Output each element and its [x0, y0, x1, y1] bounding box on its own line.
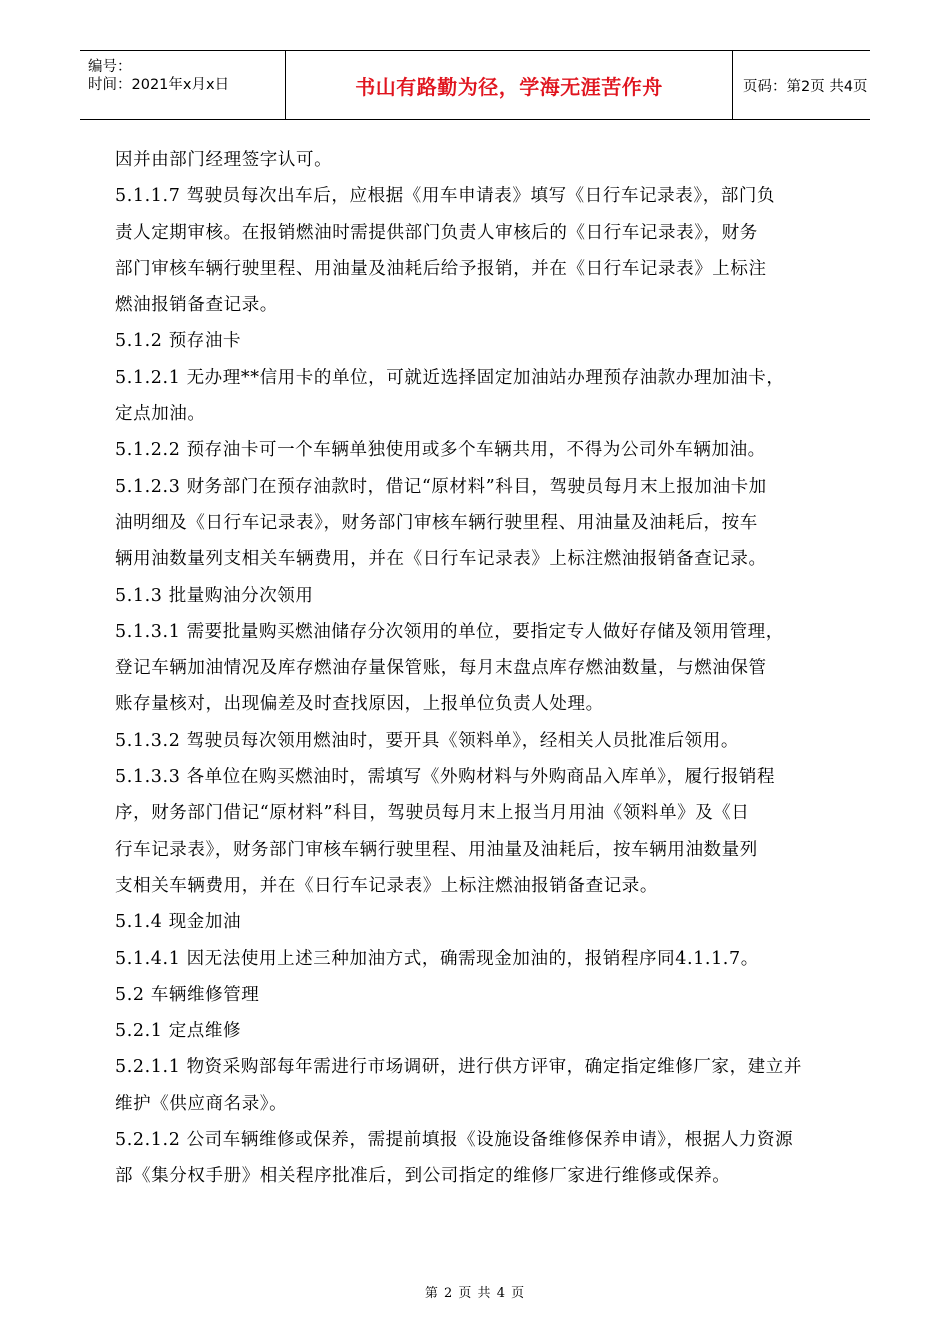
body-line: 5.1.2.1 无办理**信用卡的单位，可就近选择固定加油站办理预存油款办理加油卡，	[115, 367, 785, 388]
body-line: 维护《供应商名录》。	[115, 1093, 288, 1114]
document-time-label: 时间：2021年x月x日	[88, 77, 230, 93]
body-line: 部《集分权手册》相关程序批准后，到公司指定的维修厂家进行维修或保养。	[115, 1166, 731, 1187]
page-header	[80, 50, 870, 120]
body-line: 5.1.3.1 需要批量购买燃油储存分次领用的单位，要指定专人做好存储及领用管理，	[115, 621, 784, 642]
body-line: 5.1.2.2 预存油卡可一个车辆单独使用或多个车辆共用，不得为公司外车辆加油。	[115, 440, 766, 461]
body-line: 定点加油。	[115, 404, 206, 425]
document-number-label: 编号：	[88, 59, 132, 75]
body-line: 行车记录表》，财务部门审核车辆行驶里程、用油量及油耗后，按车辆用油数量列	[115, 839, 758, 860]
header-info-cell	[80, 51, 285, 119]
body-line: 燃油报销备查记录。	[115, 295, 278, 316]
body-line: 5.1.3.3 各单位在购买燃油时，需填写《外购材料与外购商品入库单》，履行报销程	[115, 767, 776, 788]
header-motto-cell	[285, 51, 733, 119]
body-line: 5.2.1.2 公司车辆维修或保养，需提前填报《设施设备维修保养申请》，根据人力资源	[115, 1130, 794, 1151]
section-heading: 5.2 车辆维修管理	[115, 984, 260, 1005]
body-line: 账存量核对，出现偏差及时查找原因，上报单位负责人处理。	[115, 694, 604, 715]
document-body	[115, 142, 835, 1195]
body-line: 5.1.4.1 因无法使用上述三种加油方式，确需现金加油的，报销程序同4.1.1.7。	[115, 948, 759, 969]
header-page-cell	[733, 51, 870, 119]
body-line: 因并由部门经理签字认可。	[115, 150, 333, 170]
body-line: 油明细及《日行车记录表》，财务部门审核车辆行驶里程、用油量及油耗后，按车	[115, 512, 758, 533]
body-line: 5.1.1.7 驾驶员每次出车后，应根据《用车申请表》填写《日行车记录表》，部门负	[115, 186, 776, 207]
body-line: 责人定期审核。在报销燃油时需提供部门负责人审核后的《日行车记录表》，财务	[115, 222, 758, 243]
body-line: 部门审核车辆行驶里程、用油量及油耗后给予报销，并在《日行车记录表》上标注	[115, 258, 767, 279]
section-heading: 5.2.1 定点维修	[115, 1021, 242, 1042]
body-line: 辆用油数量列支相关车辆费用，并在《日行车记录表》上标注燃油报销备查记录。	[115, 549, 767, 570]
header-page-number: 页码：第2页 共4页	[743, 78, 868, 95]
section-heading: 5.1.4 现金加油	[115, 912, 242, 933]
header-motto: 书山有路勤为径，学海无涯苦作舟	[355, 74, 663, 99]
body-line: 5.1.3.2 驾驶员每次领用燃油时，要开具《领料单》，经相关人员批准后领用。	[115, 730, 739, 751]
section-heading: 5.1.3 批量购油分次领用	[115, 585, 314, 606]
body-line: 支相关车辆费用，并在《日行车记录表》上标注燃油报销备查记录。	[115, 875, 658, 896]
body-line: 登记车辆加油情况及库存燃油存量保管账，每月末盘点库存燃油数量，与燃油保管	[115, 658, 767, 679]
body-line: 序，财务部门借记“原材料”科目，驾驶员每月末上报当月用油《领料单》及《日	[115, 803, 750, 824]
page-footer: 第 2 页 共 4 页	[424, 1286, 526, 1301]
section-heading: 5.1.2 预存油卡	[115, 331, 242, 352]
body-line: 5.1.2.3 财务部门在预存油款时，借记“原材料”科目，驾驶员每月末上报加油卡加	[115, 476, 767, 497]
body-line: 5.2.1.1 物资采购部每年需进行市场调研，进行供方评审，确定指定维修厂家，建立并	[115, 1057, 802, 1078]
